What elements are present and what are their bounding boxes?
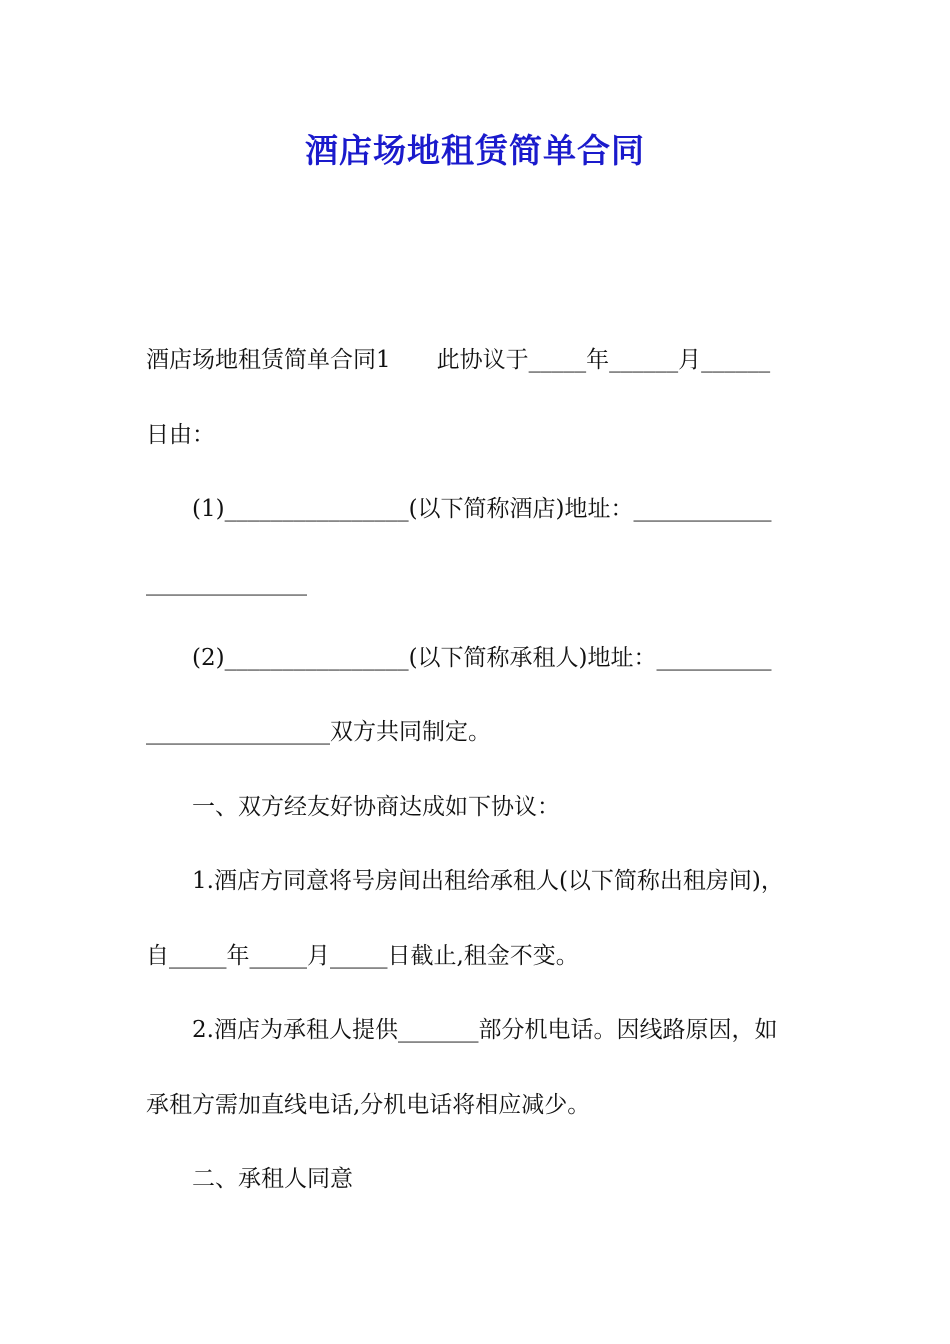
paragraph-line: ______________ bbox=[146, 570, 307, 596]
paragraph-line: 自_____年_____月_____日截止,租金不变。 bbox=[146, 943, 579, 969]
section-heading: 一、双方经友好协商达成如下协议： bbox=[192, 794, 560, 820]
paragraph-line: 酒店场地租赁简单合同1 此协议于_____年______月______ bbox=[146, 347, 771, 373]
paragraph-line: 日由： bbox=[146, 422, 215, 448]
section-heading: 二、承租人同意 bbox=[192, 1166, 353, 1192]
paragraph-line: (2)________________(以下简称承租人)地址：__________ bbox=[192, 645, 772, 671]
paragraph-line: 承租方需加直线电话,分机电话将相应减少。 bbox=[146, 1092, 591, 1118]
document-title: 酒店场地租赁简单合同 bbox=[305, 131, 645, 170]
paragraph-line: 2.酒店为承租人提供_______部分机电话。因线路原因，如 bbox=[192, 1017, 778, 1043]
paragraph-line: (1)________________(以下简称酒店)地址：____________ bbox=[192, 496, 772, 522]
paragraph-line: ________________双方共同制定。 bbox=[146, 719, 491, 745]
paragraph-line: 1.酒店方同意将号房间出租给承租人(以下简称出租房间)， bbox=[192, 868, 784, 894]
